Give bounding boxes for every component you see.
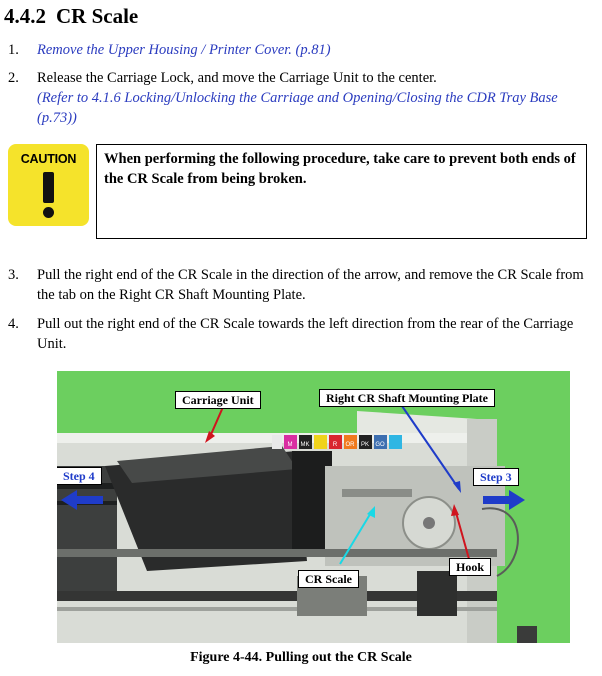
callout-step-3: Step 3 — [473, 468, 519, 486]
section-heading — [4, 4, 138, 29]
section-title: CR Scale — [56, 4, 139, 28]
step-number: 4. — [8, 316, 19, 332]
figure-caption: Figure 4-44. Pulling out the CR Scale — [190, 650, 412, 665]
section-number: 4.4.2 — [4, 4, 46, 28]
ink-cartridge-label: MK — [300, 442, 310, 448]
caution-box — [96, 144, 587, 239]
callout-step-4: Step 4 — [57, 467, 102, 485]
ink-cartridge-label: OR — [345, 442, 355, 448]
callout-cr-scale: CR Scale — [298, 570, 359, 588]
ink-cartridge-label: GO — [375, 442, 385, 448]
caution-icon — [8, 144, 89, 226]
callout-carriage-unit: Carriage Unit — [175, 391, 261, 409]
figure-photo — [57, 371, 570, 643]
step-number: 1. — [8, 42, 19, 58]
ink-cartridge-label: M — [287, 442, 293, 448]
caution-label: CAUTION — [20, 152, 77, 166]
step-number: 3. — [8, 267, 19, 283]
exclamation-dot — [43, 207, 54, 218]
ink-cartridge-label: PK — [360, 442, 370, 448]
step-4-text: Pull out the right end of the CR Scale towards the left direction from the rear of the Carriage Unit. — [37, 316, 574, 352]
callout-right-cr-shaft: Right CR Shaft Mounting Plate — [319, 389, 495, 407]
step-2-text: Release the Carriage Lock, and move the Carriage Unit to the center. — [37, 70, 437, 86]
step-2-reference-link[interactable]: (Refer to 4.1.6 Locking/Unlocking the Carriage and Opening/Closing the CDR Tray Base (p.73)) — [37, 90, 558, 126]
step-3-text: Pull the right end of the CR Scale in the direction of the arrow, and remove the CR Scale from the tab on the Right CR Shaft Mounting Plate. — [37, 267, 584, 303]
step-number: 2. — [8, 70, 19, 86]
step-1-link[interactable]: Remove the Upper Housing / Printer Cover. (p.81) — [37, 42, 331, 58]
callout-hook: Hook — [449, 558, 491, 576]
ink-cartridge-label: R — [332, 442, 338, 448]
caution-text: When performing the following procedure, take care to prevent both ends of the CR Scale from being broken. — [104, 151, 576, 187]
exclamation-bar — [43, 172, 54, 203]
printer-illustration — [57, 371, 570, 643]
